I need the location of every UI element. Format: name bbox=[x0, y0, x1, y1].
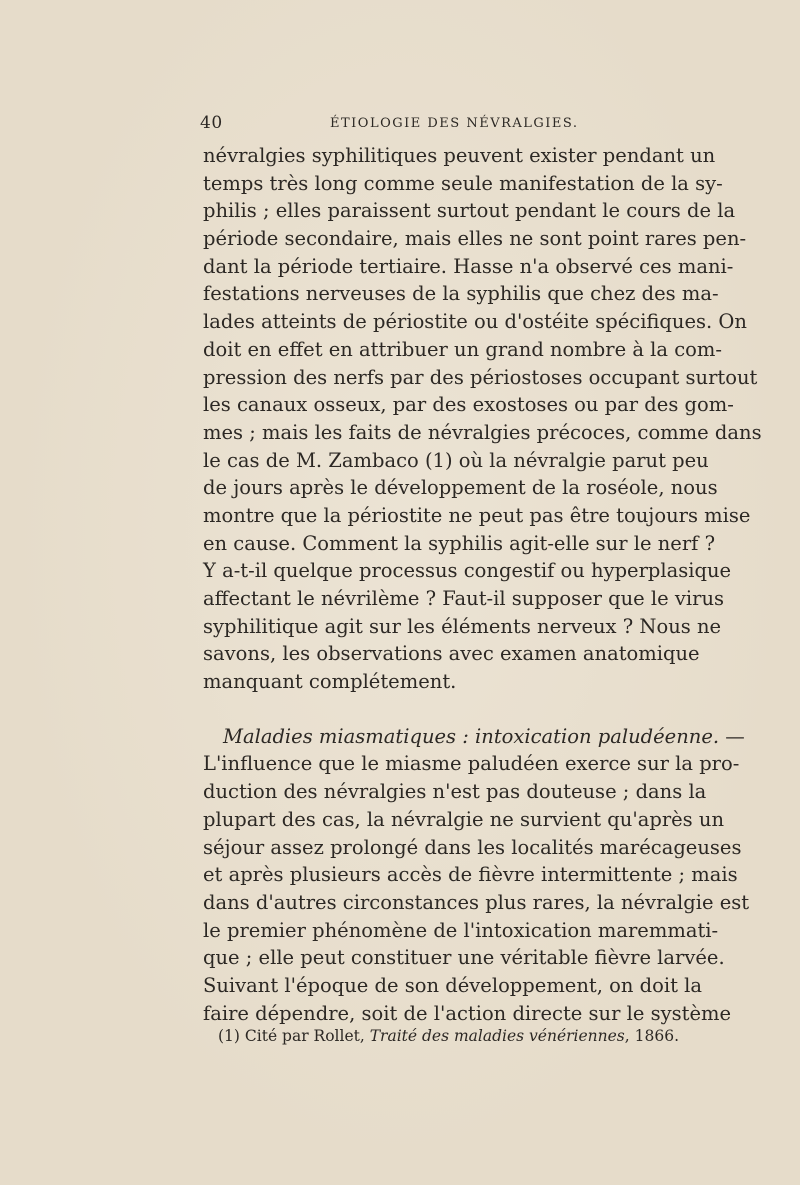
section-heading bbox=[203, 723, 745, 751]
body-text bbox=[203, 142, 762, 1027]
text-line: doit en effet en attribuer un grand nombre à la com- bbox=[203, 337, 722, 361]
text-line: période secondaire, mais elles ne sont point rares pen- bbox=[203, 227, 747, 251]
text-line: le premier phénomène de l'intoxication maremmati- bbox=[203, 918, 719, 942]
paragraph-gap bbox=[203, 696, 673, 723]
text-line: montre que la périostite ne peut pas être toujours mise bbox=[203, 503, 751, 527]
text-line: les canaux osseux, par des exostoses ou par des gom- bbox=[203, 393, 734, 417]
text-line: philis ; elles paraissent surtout pendant le cours de la bbox=[203, 199, 736, 223]
section-heading-text: Maladies miasmatiques : intoxication paludéenne. bbox=[223, 724, 720, 748]
text-line: Suivant l'époque de son développement, on doit la bbox=[203, 973, 702, 997]
running-title: ÉTIOLOGIE DES NÉVRALGIES. bbox=[330, 116, 579, 131]
text-line: affectant le névrilème ? Faut-il supposer que le virus bbox=[203, 587, 725, 610]
text-line: faire dépendre, soit de l'action directe sur le système bbox=[203, 1001, 732, 1025]
footnote-title: Traité des maladies vénériennes bbox=[369, 1027, 625, 1045]
text-line: lades atteints de périostite ou d'ostéite spécifiques. On bbox=[203, 310, 747, 334]
text-line: dant la période tertiaire. Hasse n'a observé ces mani- bbox=[203, 254, 734, 278]
text-line: Y a-t-il quelque processus congestif ou hyperplasique bbox=[203, 559, 732, 583]
text-line: savons, les observations avec examen anatomique bbox=[203, 642, 700, 666]
section-heading-dash: — bbox=[719, 724, 745, 748]
text-line: temps très long comme seule manifestation de la sy- bbox=[203, 171, 723, 195]
text-line: et après plusieurs accès de fièvre intermittente ; mais bbox=[203, 863, 738, 887]
page-number: 40 bbox=[200, 113, 223, 133]
paragraph-syphilis bbox=[203, 142, 762, 696]
text-line: dans d'autres circonstances plus rares, la névralgie est bbox=[203, 890, 750, 914]
text-line: L'influence que le miasme paludéen exerce sur la pro- bbox=[203, 752, 740, 776]
text-line: duction des névralgies n'est pas douteuse ; dans la bbox=[203, 780, 707, 804]
footnote-prefix: Cité par Rollet, bbox=[239, 1027, 370, 1045]
text-line: manquant complétement. bbox=[203, 670, 457, 694]
text-line: que ; elle peut constituer une véritable fièvre larvée. bbox=[203, 946, 725, 970]
footnote bbox=[218, 1027, 679, 1045]
footnote-marker: (1) bbox=[218, 1027, 240, 1045]
footnote-suffix: , 1866. bbox=[624, 1027, 679, 1045]
paragraph-malaria-lines bbox=[203, 750, 750, 1027]
text-line: séjour assez prolongé dans les localités marécageuses bbox=[203, 835, 742, 859]
text-line: pression des nerfs par des périostoses occupant surtout bbox=[203, 365, 758, 389]
paragraph-malaria bbox=[203, 723, 750, 1028]
text-line: festations nerveuses de la syphilis que chez des ma- bbox=[203, 282, 719, 306]
text-line: en cause. Comment la syphilis agit-elle sur le nerf ? bbox=[203, 531, 716, 555]
text-line: syphilitique agit sur les éléments nerveux ? Nous ne bbox=[203, 614, 722, 638]
text-line: mes ; mais les faits de névralgies précoces, comme dans bbox=[203, 420, 762, 444]
running-head bbox=[200, 113, 620, 135]
text-line: névralgies syphilitiques peuvent exister pendant un bbox=[203, 144, 716, 167]
text-line: de jours après le développement de la roséole, nous bbox=[203, 476, 718, 500]
text-line: le cas de M. Zambaco (1) où la névralgie parut peu bbox=[203, 448, 709, 472]
text-line: plupart des cas, la névralgie ne survient qu'après un bbox=[203, 807, 725, 831]
